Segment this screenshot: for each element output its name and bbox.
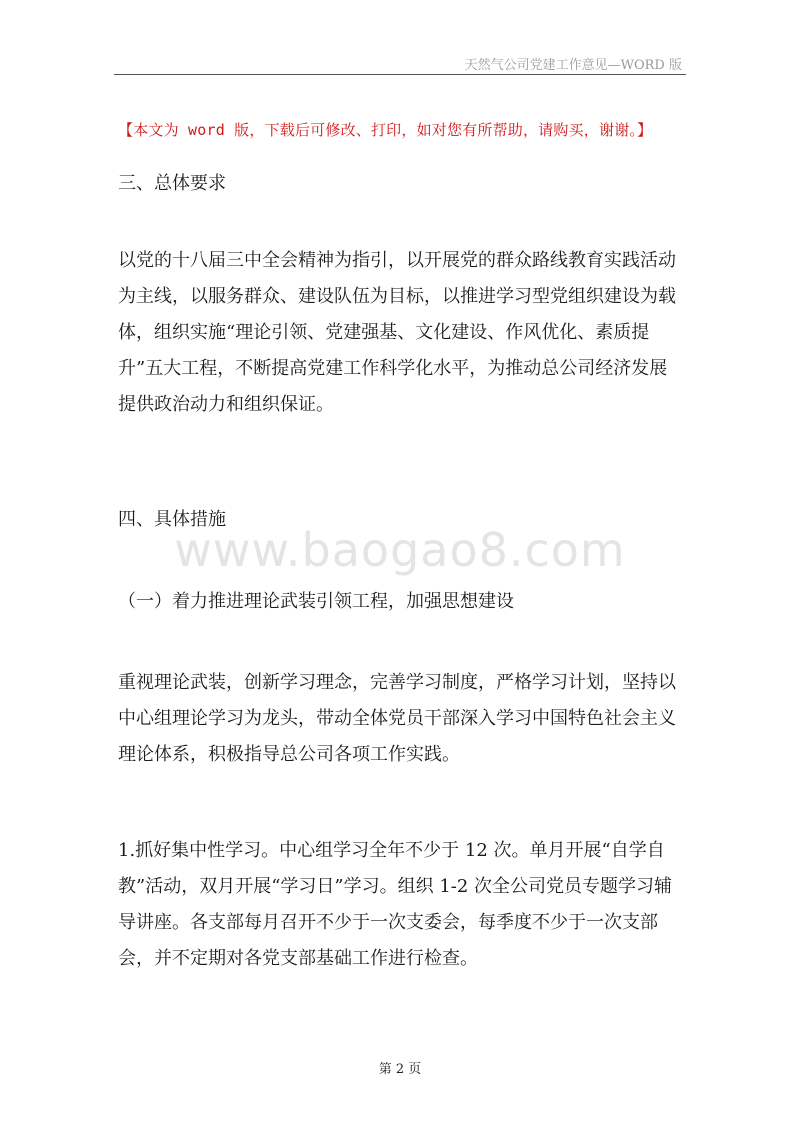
item-1-paragraph: 1.抓好集中性学习。中心组学习全年不少于 12 次。单月开展“自学自教”活动，双月开展“学习日”学习。组织 1-2 次全公司党员专题学习辅导讲座。各支部每月召开不少于一次支委会，每季度不少于一次支部会，并不定期对各党支部基础工作进行检查。 [118,840,673,969]
section-heading-4: 四、具体措施 [118,509,226,530]
running-header: 天然气公司党建工作意见—WORD 版 [464,58,682,73]
subsection-1-paragraph: 重视理论武装，创新学习理念，完善学习制度，严格学习计划，坚持以中心组理论学习为龙头，带动全体党员干部深入学习中国特色社会主义理论体系，积极指导总公司各项工作实践。 [118,672,676,765]
header-divider [114,74,686,75]
section-heading-3: 三、总体要求 [118,173,226,194]
watermark-text: www.baogao8.com [174,523,626,577]
download-notice: 【本文为 word 版，下载后可修改、打印，如对您有所帮助，请购买，谢谢。】 [118,121,653,139]
subsection-heading-1: （一）着力推进理论武装引领工程，加强思想建设 [118,591,514,612]
section-3-paragraph: 以党的十八届三中全会精神为指引，以开展党的群众路线教育实践活动为主线，以服务群众、建设队伍为目标，以推进学习型党组织建设为载体，组织实施“理论引领、党建强基、文化建设、作风优化、素质提升”五大工程，不断提高党建工作科学化水平，为推动总公司经济发展提供政治动力和组织保证。 [118,250,676,415]
page-number: 第 2 页 [378,1062,422,1077]
